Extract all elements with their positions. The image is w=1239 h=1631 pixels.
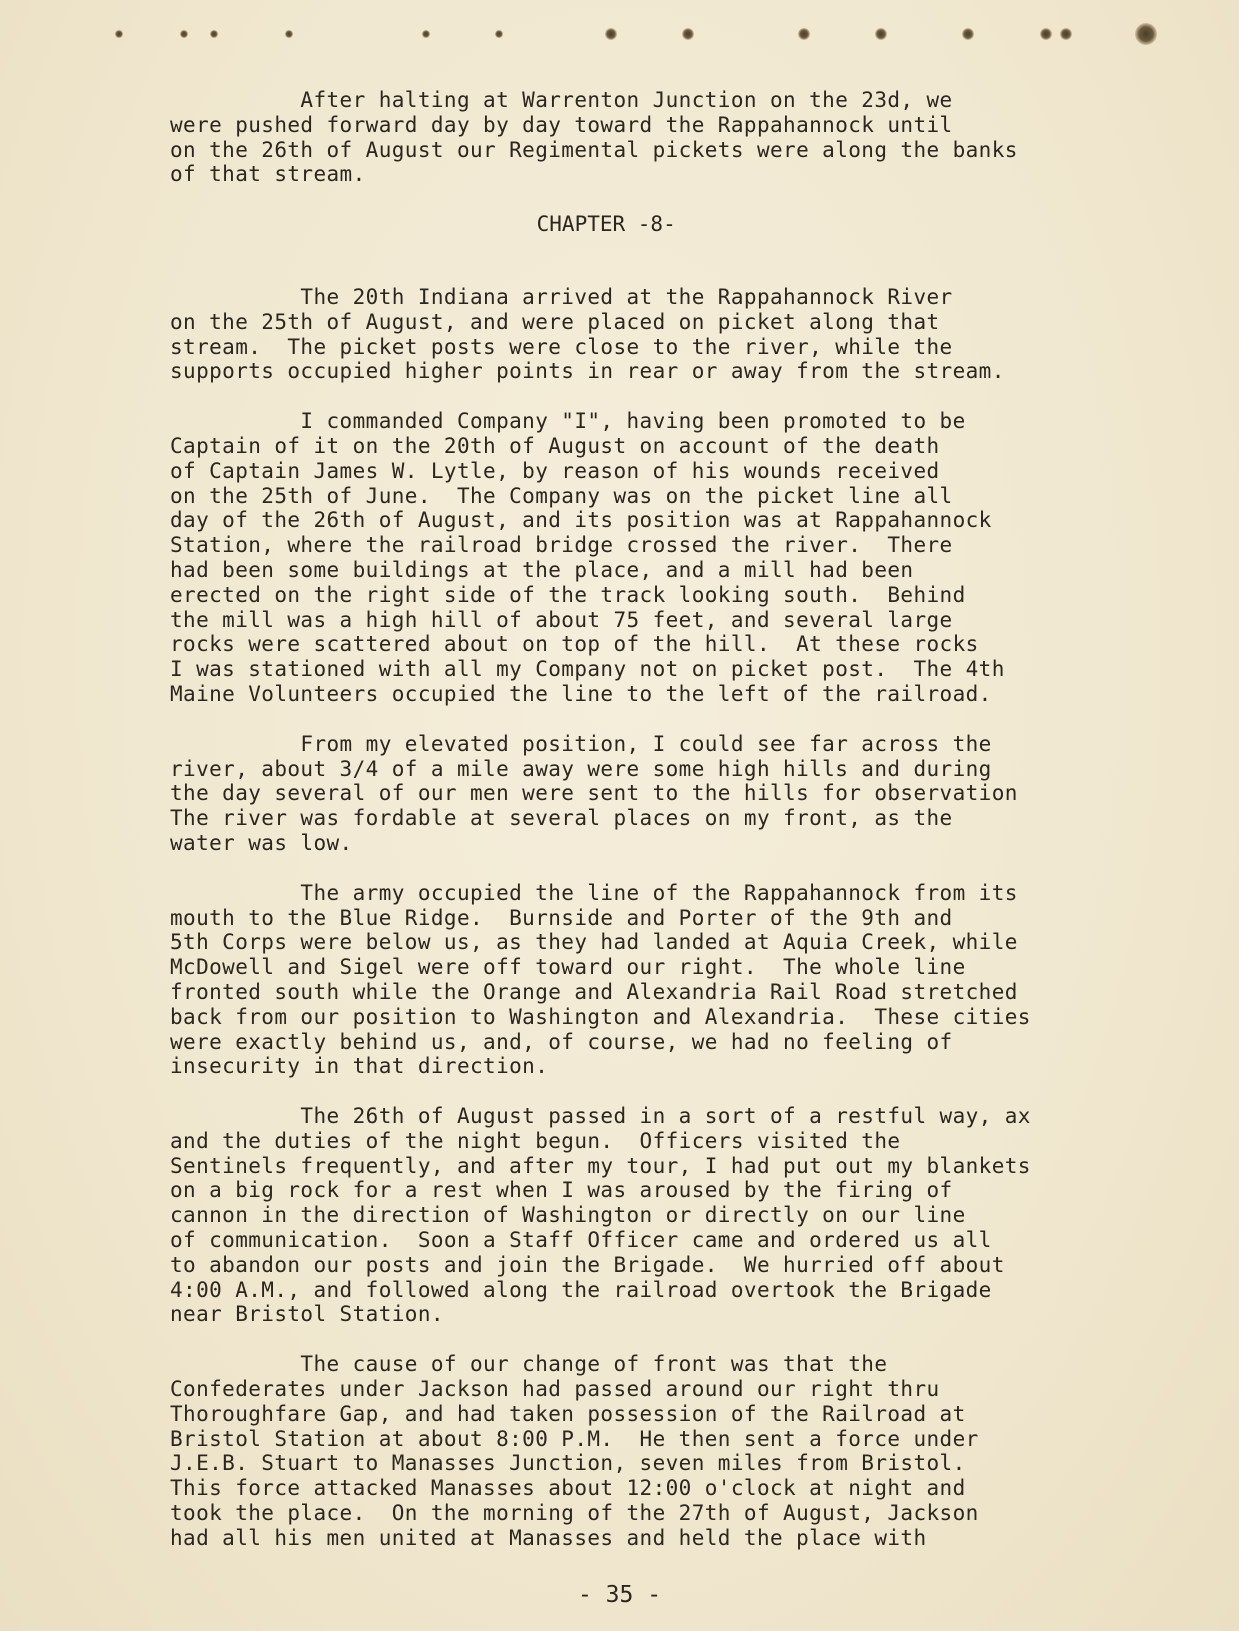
text-line: From my elevated position, I could see far across the bbox=[170, 731, 992, 756]
text-line: on the 25th of August, and were placed on picket along that bbox=[170, 309, 940, 334]
text-line: insecurity in that direction. bbox=[170, 1054, 549, 1079]
text-line: Confederates under Jackson had passed around our right thru bbox=[170, 1377, 940, 1402]
text-line: Sentinels frequently, and after my tour, I had put out my blankets bbox=[170, 1153, 1031, 1178]
punch-hole bbox=[962, 28, 974, 40]
text-line: Station, where the railroad bridge crossed the river. There bbox=[170, 533, 953, 558]
punch-hole bbox=[605, 28, 617, 40]
text-line: McDowell and Sigel were off toward our right. The whole line bbox=[170, 955, 966, 980]
text-line: rocks were scattered about on top of the hill. At these rocks bbox=[170, 632, 979, 657]
text-line: erected on the right side of the track looking south. Behind bbox=[170, 582, 966, 607]
text-line: supports occupied higher points in rear or away from the stream. bbox=[170, 359, 1005, 384]
paragraph bbox=[170, 285, 1170, 384]
text-line: the mill was a high hill of about 75 feet, and several large bbox=[170, 607, 953, 632]
chapter-heading: CHAPTER -8- bbox=[170, 212, 676, 237]
punch-hole bbox=[495, 30, 503, 38]
text-line: stream. The picket posts were close to the river, while the bbox=[170, 334, 953, 359]
text-line: Captain of it on the 20th of August on account of the death bbox=[170, 433, 940, 458]
text-line: 5th Corps were below us, as they had landed at Aquia Creek, while bbox=[170, 930, 1018, 955]
text-line: The river was fordable at several places on my front, as the bbox=[170, 806, 953, 831]
punch-hole bbox=[210, 30, 218, 38]
punch-hole bbox=[1060, 28, 1072, 40]
text-line: The cause of our change of front was that the bbox=[170, 1352, 888, 1377]
text-line: had all his men united at Manasses and held the place with bbox=[170, 1525, 927, 1550]
text-line: water was low. bbox=[170, 830, 353, 855]
punch-hole bbox=[115, 30, 123, 38]
document-body bbox=[170, 88, 1170, 1576]
punch-holes bbox=[100, 20, 1180, 50]
paragraph bbox=[170, 881, 1170, 1079]
text-line: day of the 26th of August, and its position was at Rappahannock bbox=[170, 508, 992, 533]
punch-hole bbox=[180, 30, 188, 38]
text-line: mouth to the Blue Ridge. Burnside and Porter of the 9th and bbox=[170, 905, 953, 930]
text-line: to abandon our posts and join the Brigade. We hurried off about bbox=[170, 1252, 1005, 1277]
text-line: This force attacked Manasses about 12:00 o'clock at night and bbox=[170, 1476, 966, 1501]
text-line: river, about 3/4 of a mile away were some high hills and during bbox=[170, 756, 992, 781]
text-line: on a big rock for a rest when I was aroused by the firing of bbox=[170, 1178, 953, 1203]
text-line: I was stationed with all my Company not on picket post. The 4th bbox=[170, 657, 1005, 682]
text-line: 4:00 A.M., and followed along the railroad overtook the Brigade bbox=[170, 1277, 992, 1302]
paragraph bbox=[170, 88, 1170, 187]
text-line: Maine Volunteers occupied the line to the left of the railroad. bbox=[170, 681, 992, 706]
text-line: took the place. On the morning of the 27th of August, Jackson bbox=[170, 1501, 979, 1526]
punch-hole bbox=[875, 28, 887, 40]
paragraph bbox=[170, 1104, 1170, 1327]
text-line: near Bristol Station. bbox=[170, 1302, 444, 1327]
punch-hole bbox=[285, 30, 293, 38]
text-line: and the duties of the night begun. Officers visited the bbox=[170, 1128, 901, 1153]
punch-hole bbox=[798, 28, 810, 40]
text-line: of communication. Soon a Staff Officer came and ordered us all bbox=[170, 1228, 992, 1253]
text-line: I commanded Company "I", having been promoted to be bbox=[170, 409, 966, 434]
text-line: on the 26th of August our Regimental pickets were along the banks bbox=[170, 137, 1018, 162]
text-line: fronted south while the Orange and Alexandria Rail Road stretched bbox=[170, 979, 1018, 1004]
punch-hole bbox=[682, 28, 694, 40]
paragraph bbox=[170, 409, 1170, 707]
text-line: The army occupied the line of the Rappahannock from its bbox=[170, 880, 1018, 905]
paragraph bbox=[170, 1352, 1170, 1550]
paragraph bbox=[170, 732, 1170, 856]
text-line: the day several of our men were sent to the hills for observation bbox=[170, 781, 1018, 806]
text-line: had been some buildings at the place, and a mill had been bbox=[170, 557, 914, 582]
punch-hole bbox=[1040, 28, 1052, 40]
text-line: cannon in the direction of Washington or directly on our line bbox=[170, 1203, 966, 1228]
text-line: on the 25th of June. The Company was on the picket line all bbox=[170, 483, 953, 508]
text-line: The 20th Indiana arrived at the Rappahannock River bbox=[170, 284, 953, 309]
text-line: After halting at Warrenton Junction on the 23d, we bbox=[170, 88, 953, 112]
text-line: Thoroughfare Gap, and had taken possession of the Railroad at bbox=[170, 1401, 966, 1426]
text-line: Bristol Station at about 8:00 P.M. He then sent a force under bbox=[170, 1426, 979, 1451]
text-line: J.E.B. Stuart to Manasses Junction, seven miles from Bristol. bbox=[170, 1451, 966, 1476]
text-line: of that stream. bbox=[170, 162, 366, 187]
text-line: back from our position to Washington and Alexandria. These cities bbox=[170, 1004, 1031, 1029]
text-line: were pushed forward day by day toward the Rappahannock until bbox=[170, 112, 953, 137]
text-line: The 26th of August passed in a sort of a restful way, ax bbox=[170, 1104, 1031, 1129]
punch-hole bbox=[422, 30, 430, 38]
text-line: of Captain James W. Lytle, by reason of his wounds received bbox=[170, 458, 940, 483]
text-line: were exactly behind us, and, of course, we had no feeling of bbox=[170, 1029, 953, 1054]
page-number: - 35 - bbox=[577, 1582, 662, 1608]
punch-hole bbox=[1135, 23, 1157, 45]
